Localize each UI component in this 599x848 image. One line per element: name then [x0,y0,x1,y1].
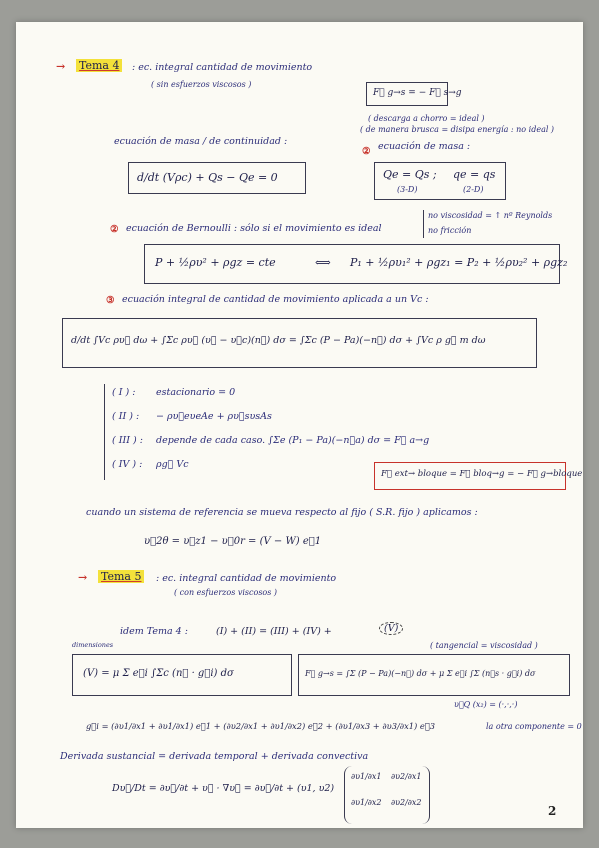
terms-bracket [104,384,105,480]
idem-text: idem Tema 4 : [120,626,188,637]
bernoulli-cond-1: no viscosidad = ↑ nº Reynolds [428,211,553,220]
bernoulli-cond-2: no fricción [428,226,472,235]
componente-note: la otra componente = 0 [486,722,582,731]
sr-equation: υ⃗2θ = υ⃗z1 − υ⃗0r = (V − W) e⃗1 [144,536,322,547]
derivada-equation: Dυ⃗/Dt = ∂υ⃗/∂t + υ⃗ · ∇υ⃗ = ∂υ⃗/∂t + (υ1, υ2) [112,783,335,794]
sr-note: cuando un sistema de referencia se mueva respecto al fijo ( S.R. fijo ) aplicamos : [86,507,478,518]
momentum-num: ③ [106,295,115,306]
masa-equation-box: d/dt (Vρc) + Qs − Qe = 0 [128,162,306,194]
tema5-subtitle: ( con esfuerzos viscosos ) [174,588,278,597]
term-3-text: depende de cada caso. ∫Σe (P₁ − Pa)(−n⃗a) dσ = F⃗ a→g [156,435,430,446]
gi-equation: g⃗i = (∂υ1/∂x1 + ∂υ1/∂x1) e⃗1 + (∂υ2/∂x1 + ∂υ1/∂x2) e⃗2 + (∂υ1/∂x3 + ∂υ3/∂x1) e⃗3 [86,721,436,731]
momentum-label: ecuación integral de cantidad de movimiento aplicada a un Vc : [122,294,429,305]
bernoulli-conditions-bracket [423,210,424,238]
bernoulli-box: P + ½ρυ² + ρgz = cte ⟺ P₁ + ½ρυ₁² + ρgz₁ = P₂ + ½ρυ₂² + ρgz₂ [144,244,560,284]
idem-term-v: (V) [379,624,403,635]
dimensiones-note: dimensiones [72,641,114,649]
notebook-page [16,22,583,828]
term-3-num: ( III ) : [112,435,143,446]
tangencial-note: ( tangencial = viscosidad ) [430,641,538,650]
momentum-box: d/dt ∫Vc ρυ⃗ dω + ∫Σc ρυ⃗ (υ⃗ − υ⃗c)(n⃗) dσ = ∫Σc (P − Pa)(−n⃗) dσ + ∫Vc ρ g⃗ m dω [62,318,537,368]
tema4-label: Tema 4 [76,60,122,73]
viscous-box-2: F⃗ g→s = ∫Σ (P − Pa)(−n⃗) dσ + μ Σ e⃗i ∫Σ (n⃗s · g⃗i) dσ [298,654,570,696]
tema4-arrow: → [56,60,66,73]
note-manera: ( de manera brusca = disipa energía : no ideal ) [360,125,555,134]
viscous-box-1: (V) = μ Σ e⃗i ∫Σc (n⃗ · g⃗i) dσ [72,654,292,696]
derivative-matrix: ∂υ1/∂x1 ∂υ2/∂x1 ∂υ1/∂x2 ∂υ2/∂x2 [344,766,430,824]
term-2-text: − ρυ⃗eυeAe + ρυ⃗sυsAs [156,411,272,422]
page-number: 2 [548,804,557,818]
tema5-arrow: → [78,571,88,584]
tema5-title: : ec. integral cantidad de movimiento [156,573,337,584]
masa-label-2: ecuación de masa : [378,141,471,152]
term-2-num: ( II ) : [112,411,140,422]
masa-equation2-box: Qe = Qs ; qe = qs (3-D) (2-D) [374,162,506,200]
fext-box: F⃗ ext→ bloque = F⃗ bloq→g = − F⃗ g→bloque [374,462,566,490]
idem-equation: (I) + (II) = (III) + (IV) + [216,626,332,637]
force-box: F⃗ g→s = − F⃗ s→g [366,82,448,106]
note-descarga: ( descarga a chorro = ideal ) [368,114,485,123]
term-1-num: ( I ) : [112,387,136,398]
term-4-text: ρg⃗ Vc [156,459,189,470]
bernoulli-num: ② [110,224,119,235]
masa-label: ecuación de masa / de continuidad : [114,136,288,147]
masa-num: ② [362,146,371,157]
tema4-subtitle: ( sin esfuerzos viscosos ) [151,80,252,89]
vq-note: υ⃗Q (x₂) = (·,·,·) [454,700,518,709]
tema4-title: : ec. integral cantidad de movimiento [132,62,313,73]
derivada-label: Derivada sustancial = derivada temporal + derivada convectiva [60,751,369,762]
bernoulli-label: ecuación de Bernoulli : sólo si el movimiento es ideal [126,223,382,234]
term-1-text: estacionario = 0 [156,387,236,398]
term-4-num: ( IV ) : [112,459,143,470]
tema5-label: Tema 5 [98,571,144,584]
